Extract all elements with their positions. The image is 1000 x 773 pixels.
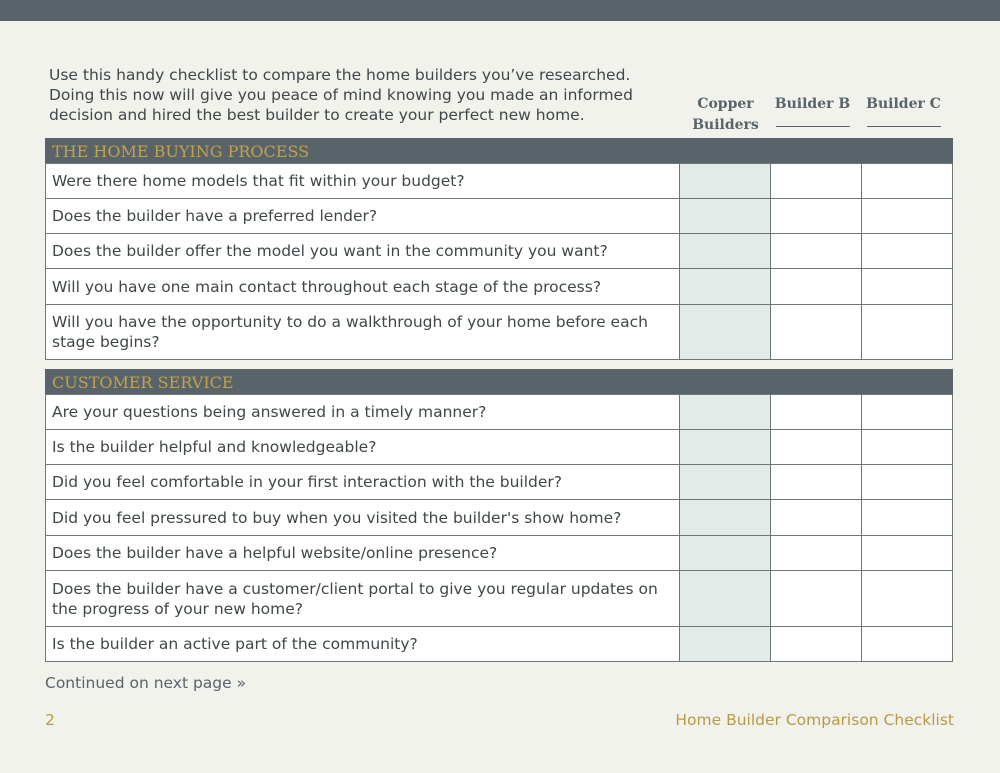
question-text: Were there home models that fit within your budget?: [45, 163, 680, 199]
checklist-row: [45, 268, 953, 305]
question-text: Will you have one main contact throughout each stage of the process?: [45, 268, 680, 305]
checkbox-cell-copper-builders[interactable]: [679, 394, 771, 430]
question-text: Does the builder have a customer/client portal to give you regular updates on the progress of your new home?: [45, 570, 680, 627]
checkbox-cell-builder-b[interactable]: [770, 535, 862, 571]
section-header-customer-service: [45, 369, 953, 394]
checkbox-cell-builder-c[interactable]: [861, 626, 953, 662]
checkbox-cell-builder-c[interactable]: [861, 464, 953, 500]
checkbox-cell-copper-builders[interactable]: [679, 626, 771, 662]
section-header-home-buying-process: [45, 138, 953, 163]
checkbox-cell-builder-b[interactable]: [770, 499, 862, 536]
builder-name-blank-line: [776, 115, 850, 127]
checkbox-cell-builder-c[interactable]: [861, 394, 953, 430]
checkbox-cell-copper-builders[interactable]: [679, 198, 771, 234]
checklist-row: [45, 233, 953, 269]
intro-line: decision and hired the best builder to create your perfect new home.: [49, 106, 585, 124]
checklist-row: [45, 304, 953, 360]
checklist-row: [45, 464, 953, 500]
question-text: Does the builder have a helpful website/online presence?: [45, 535, 680, 571]
question-text: Does the builder have a preferred lender?: [45, 198, 680, 234]
builder-name-blank-line: [867, 115, 941, 127]
checkbox-cell-builder-b[interactable]: [770, 233, 862, 269]
document-title: Home Builder Comparison Checklist: [675, 711, 954, 729]
column-header-copper-builders: Copper Builders: [692, 96, 759, 133]
checkbox-cell-builder-b[interactable]: [770, 464, 862, 500]
checkbox-cell-copper-builders[interactable]: [679, 570, 771, 627]
checklist-row: [45, 535, 953, 571]
checkbox-cell-builder-c[interactable]: [861, 429, 953, 465]
checkbox-cell-builder-b[interactable]: [770, 198, 862, 234]
checklist-row: [45, 163, 953, 199]
top-bar: [0, 0, 1000, 21]
checkbox-cell-copper-builders[interactable]: [679, 163, 771, 199]
checklist-row: [45, 198, 953, 234]
checkbox-cell-builder-b[interactable]: [770, 163, 862, 199]
question-text: Did you feel comfortable in your first interaction with the builder?: [45, 464, 680, 500]
checklist-row: [45, 626, 953, 662]
checkbox-cell-builder-c[interactable]: [861, 198, 953, 234]
section-title: CUSTOMER SERVICE: [52, 373, 234, 392]
question-text: Will you have the opportunity to do a walkthrough of your home before each stage begins?: [45, 304, 680, 360]
checkbox-cell-builder-b[interactable]: [770, 626, 862, 662]
checkbox-cell-builder-c[interactable]: [861, 304, 953, 360]
checkbox-cell-builder-b[interactable]: [770, 394, 862, 430]
checkbox-cell-builder-c[interactable]: [861, 499, 953, 536]
checkbox-cell-copper-builders[interactable]: [679, 535, 771, 571]
checkbox-cell-builder-b[interactable]: [770, 268, 862, 305]
continued-note: Continued on next page »: [45, 674, 247, 692]
intro-line: Use this handy checklist to compare the home builders you’ve researched.: [49, 66, 631, 84]
column-header-builder-b: Builder B: [767, 94, 858, 127]
checkbox-cell-copper-builders[interactable]: [679, 268, 771, 305]
section-title: THE HOME BUYING PROCESS: [52, 142, 310, 161]
question-text: Does the builder offer the model you want in the community you want?: [45, 233, 680, 269]
checkbox-cell-copper-builders[interactable]: [679, 233, 771, 269]
checkbox-cell-builder-c[interactable]: [861, 268, 953, 305]
checkbox-cell-builder-c[interactable]: [861, 163, 953, 199]
checkbox-cell-builder-c[interactable]: [861, 535, 953, 571]
intro-text: [49, 65, 649, 125]
checkbox-cell-copper-builders[interactable]: [679, 464, 771, 500]
checklist-row: [45, 499, 953, 536]
question-text: Are your questions being answered in a timely manner?: [45, 394, 680, 430]
checkbox-cell-builder-c[interactable]: [861, 233, 953, 269]
checkbox-cell-builder-b[interactable]: [770, 304, 862, 360]
intro-line: Doing this now will give you peace of mind knowing you made an informed: [49, 86, 633, 104]
checklist-row: [45, 429, 953, 465]
column-header-builder-c: Builder C: [858, 94, 949, 127]
checklist-row: [45, 394, 953, 430]
checkbox-cell-copper-builders[interactable]: [679, 499, 771, 536]
checkbox-cell-copper-builders[interactable]: [679, 304, 771, 360]
question-text: Did you feel pressured to buy when you visited the builder's show home?: [45, 499, 680, 536]
checkbox-cell-builder-b[interactable]: [770, 429, 862, 465]
checkbox-cell-copper-builders[interactable]: [679, 429, 771, 465]
checkbox-cell-builder-c[interactable]: [861, 570, 953, 627]
question-text: Is the builder helpful and knowledgeable?: [45, 429, 680, 465]
checkbox-cell-builder-b[interactable]: [770, 570, 862, 627]
checklist-row: [45, 570, 953, 627]
question-text: Is the builder an active part of the community?: [45, 626, 680, 662]
page-number: 2: [45, 711, 55, 729]
